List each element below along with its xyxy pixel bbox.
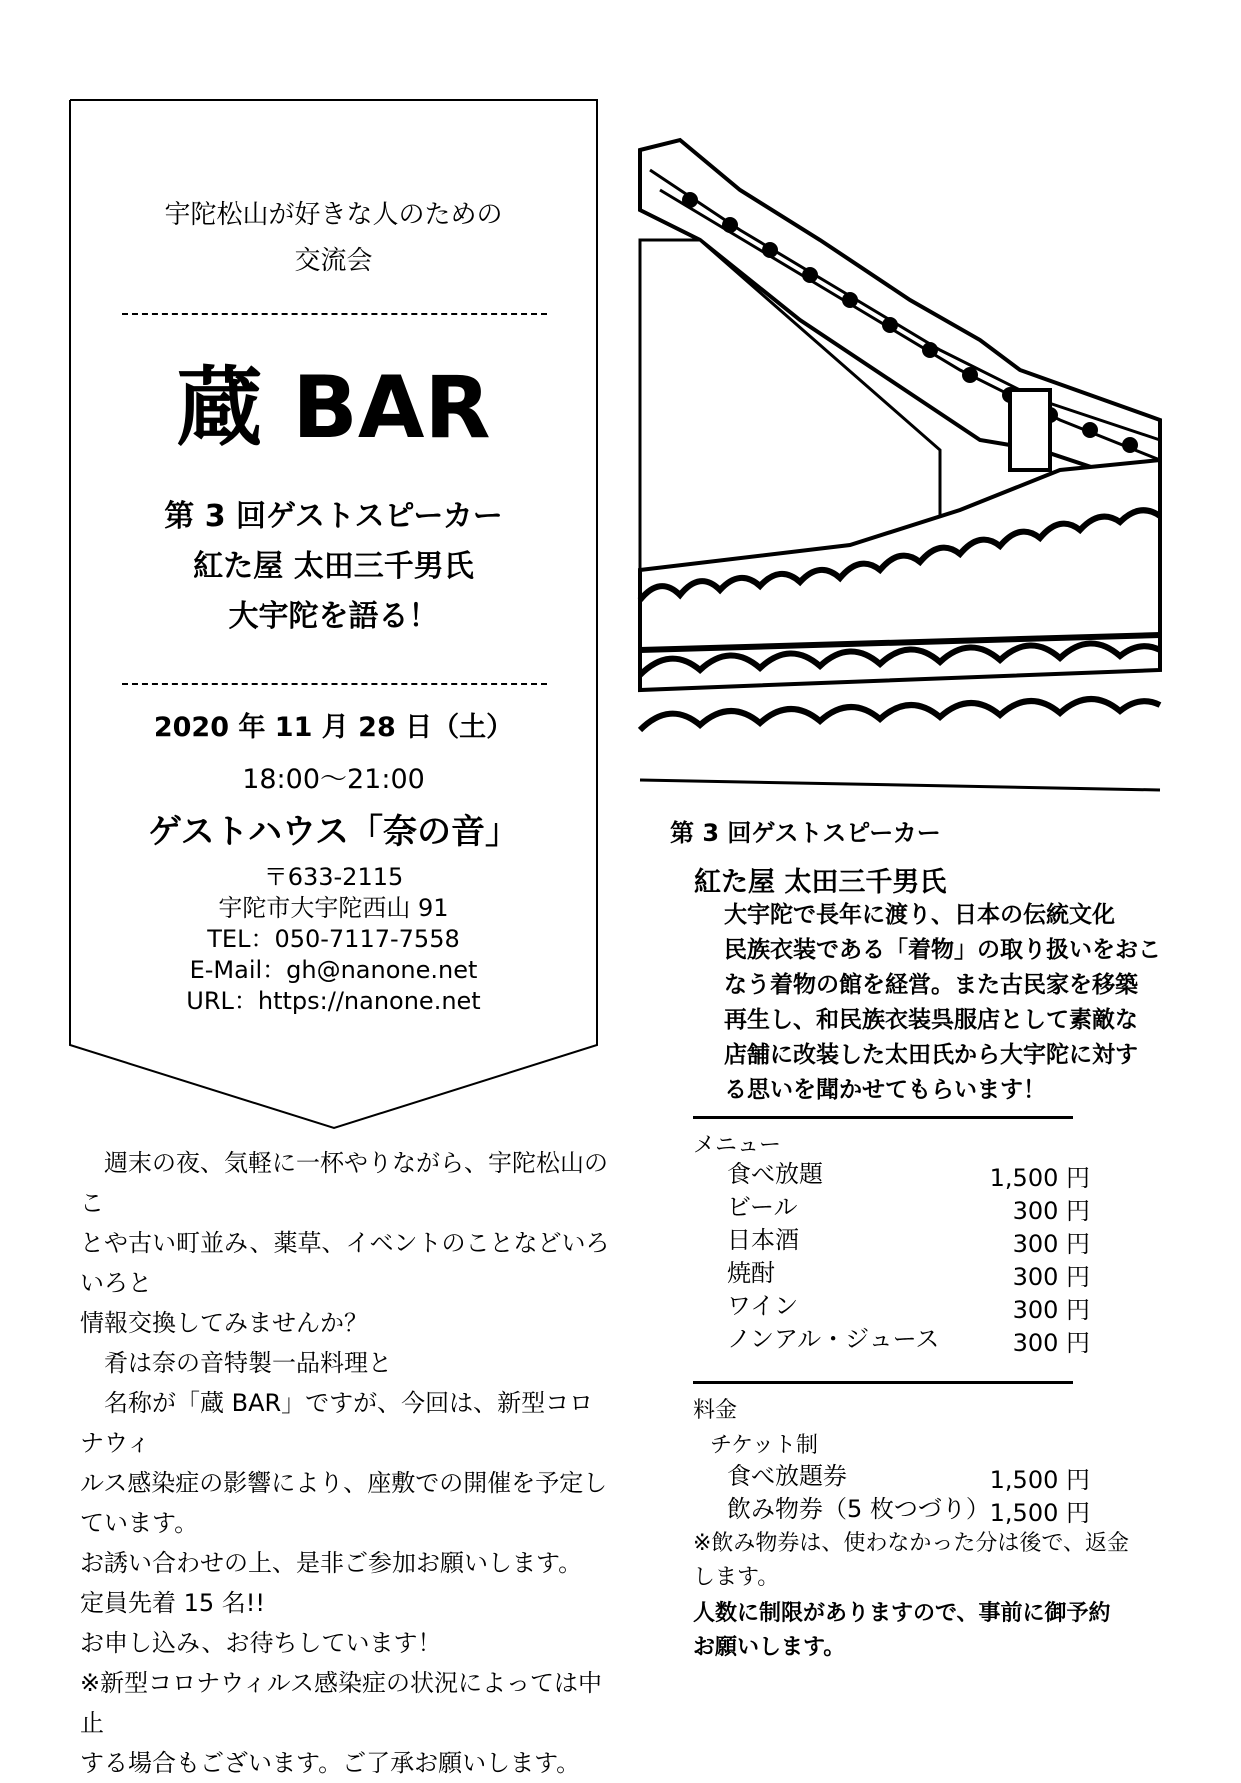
description-line: とや古い町並み、薬草、イベントのことなどいろいろと: [80, 1229, 610, 1297]
speaker-topic: 大宇陀を語る！: [228, 599, 439, 634]
bio-line: 店舗に改装した太田氏から大宇陀に対す: [724, 1042, 1138, 1068]
description-line: お誘い合わせの上、是非ご参加お願いします。: [80, 1549, 583, 1577]
menu-item-price: 300 円: [1012, 1263, 1090, 1291]
venue-name: ゲストハウス「奈の音」: [148, 812, 519, 852]
event-date: 2020 年 11 月 28 日（土）: [153, 712, 514, 743]
fees-note-line: ※飲み物券は、使わなかった分は後で、返金: [693, 1531, 1129, 1556]
warning-line: お願いします。: [693, 1635, 846, 1660]
speaker-block: [70, 492, 597, 642]
description-line: 肴は奈の音特製一品料理と: [80, 1349, 392, 1377]
fees-subtitle: チケット制: [710, 1433, 819, 1458]
menu-item-price: 1,500 円: [989, 1164, 1090, 1192]
speaker-heading: 第 3 回ゲストスピーカー: [164, 499, 503, 534]
speaker-box-heading: 第 3 回ゲストスピーカー: [670, 819, 941, 847]
description-line: ※新型コロナウィルス感染症の状況によっては中止: [80, 1669, 602, 1737]
fee-item-price: 1,500 円: [989, 1499, 1090, 1527]
fee-item-name: 飲み物券（5 枚つづり）: [727, 1495, 990, 1523]
fees-rule: [693, 1381, 1073, 1384]
description: [80, 1143, 610, 1783]
menu-item-name: 食べ放題: [727, 1160, 823, 1188]
description-line: する場合もございます。ご了承お願いします。: [80, 1749, 581, 1777]
email[interactable]: E-Mail：gh@nanone.net: [189, 956, 478, 984]
postal-code: 〒633-2115: [263, 863, 404, 891]
description-line: 情報交換してみませんか？: [80, 1309, 368, 1337]
description-line: 定員先着 15 名!!: [80, 1589, 266, 1617]
speaker-bio: [724, 898, 1161, 1108]
event-title: 蔵 BAR: [176, 358, 491, 458]
reservation-warning: [693, 1597, 1111, 1665]
divider-top: [122, 313, 547, 315]
menu-item-price: 300 円: [1012, 1230, 1090, 1258]
bio-line: 民族衣装である「着物」の取り扱いをおこ: [724, 937, 1161, 963]
phone: TEL：050-7117-7558: [207, 925, 460, 953]
fee-item-price: 1,500 円: [989, 1466, 1090, 1494]
fees-title: 料金: [693, 1398, 738, 1423]
bio-line: なう着物の館を経営。また古民家を移築: [724, 972, 1138, 998]
bio-line: 大宇陀で長年に渡り、日本の伝統文化: [724, 902, 1115, 928]
menu-rule: [693, 1116, 1073, 1119]
warning-line: 人数に制限がありますので、事前に御予約: [693, 1601, 1111, 1626]
website-url[interactable]: URL：https://nanone.net: [186, 987, 481, 1015]
roof-illustration: [620, 130, 1170, 810]
description-line: お申し込み、お待ちしています！: [80, 1629, 442, 1657]
intro-line-2: 交流会: [294, 246, 373, 276]
description-line: 週末の夜、気軽に一杯やりながら、宇陀松山のこ: [80, 1149, 608, 1217]
intro-text: [70, 192, 597, 284]
divider-bottom: [122, 683, 547, 685]
menu-item-name: ビール: [727, 1193, 798, 1221]
event-time: 18:00～21:00: [242, 764, 425, 795]
fees-note: [693, 1527, 1129, 1595]
menu-title: メニュー: [693, 1133, 782, 1158]
speaker-name: 紅た屋 太田三千男氏: [193, 549, 474, 584]
fee-item-name: 食べ放題券: [727, 1462, 847, 1490]
menu-item-price: 300 円: [1012, 1329, 1090, 1357]
fees-note-line: します。: [693, 1565, 780, 1590]
intro-line-1: 宇陀松山が好きな人のための: [164, 200, 503, 230]
menu-item-name: 焼酎: [727, 1259, 775, 1287]
bio-line: る思いを聞かせてもらいます！: [724, 1077, 1046, 1103]
menu-item-name: ノンアル・ジュース: [727, 1325, 940, 1353]
description-line: ルス感染症の影響により、座敷での開催を予定し: [80, 1469, 608, 1497]
menu-item-name: 日本酒: [727, 1226, 799, 1254]
menu-item-price: 300 円: [1012, 1296, 1090, 1324]
speaker-box-name: 紅た屋 太田三千男氏: [694, 867, 947, 898]
bio-line: 再生し、和民族衣装呉服店として素敵な: [724, 1007, 1138, 1033]
menu-item-name: ワイン: [727, 1292, 799, 1320]
contact-block: [70, 862, 597, 1017]
roof-photo: [620, 130, 1170, 810]
description-line: ています。: [80, 1509, 199, 1537]
menu-item-price: 300 円: [1012, 1197, 1090, 1225]
address: 宇陀市大宇陀西山 91: [218, 894, 449, 922]
description-line: 名称が「蔵 BAR」ですが、今回は、新型コロナウィ: [80, 1389, 594, 1457]
